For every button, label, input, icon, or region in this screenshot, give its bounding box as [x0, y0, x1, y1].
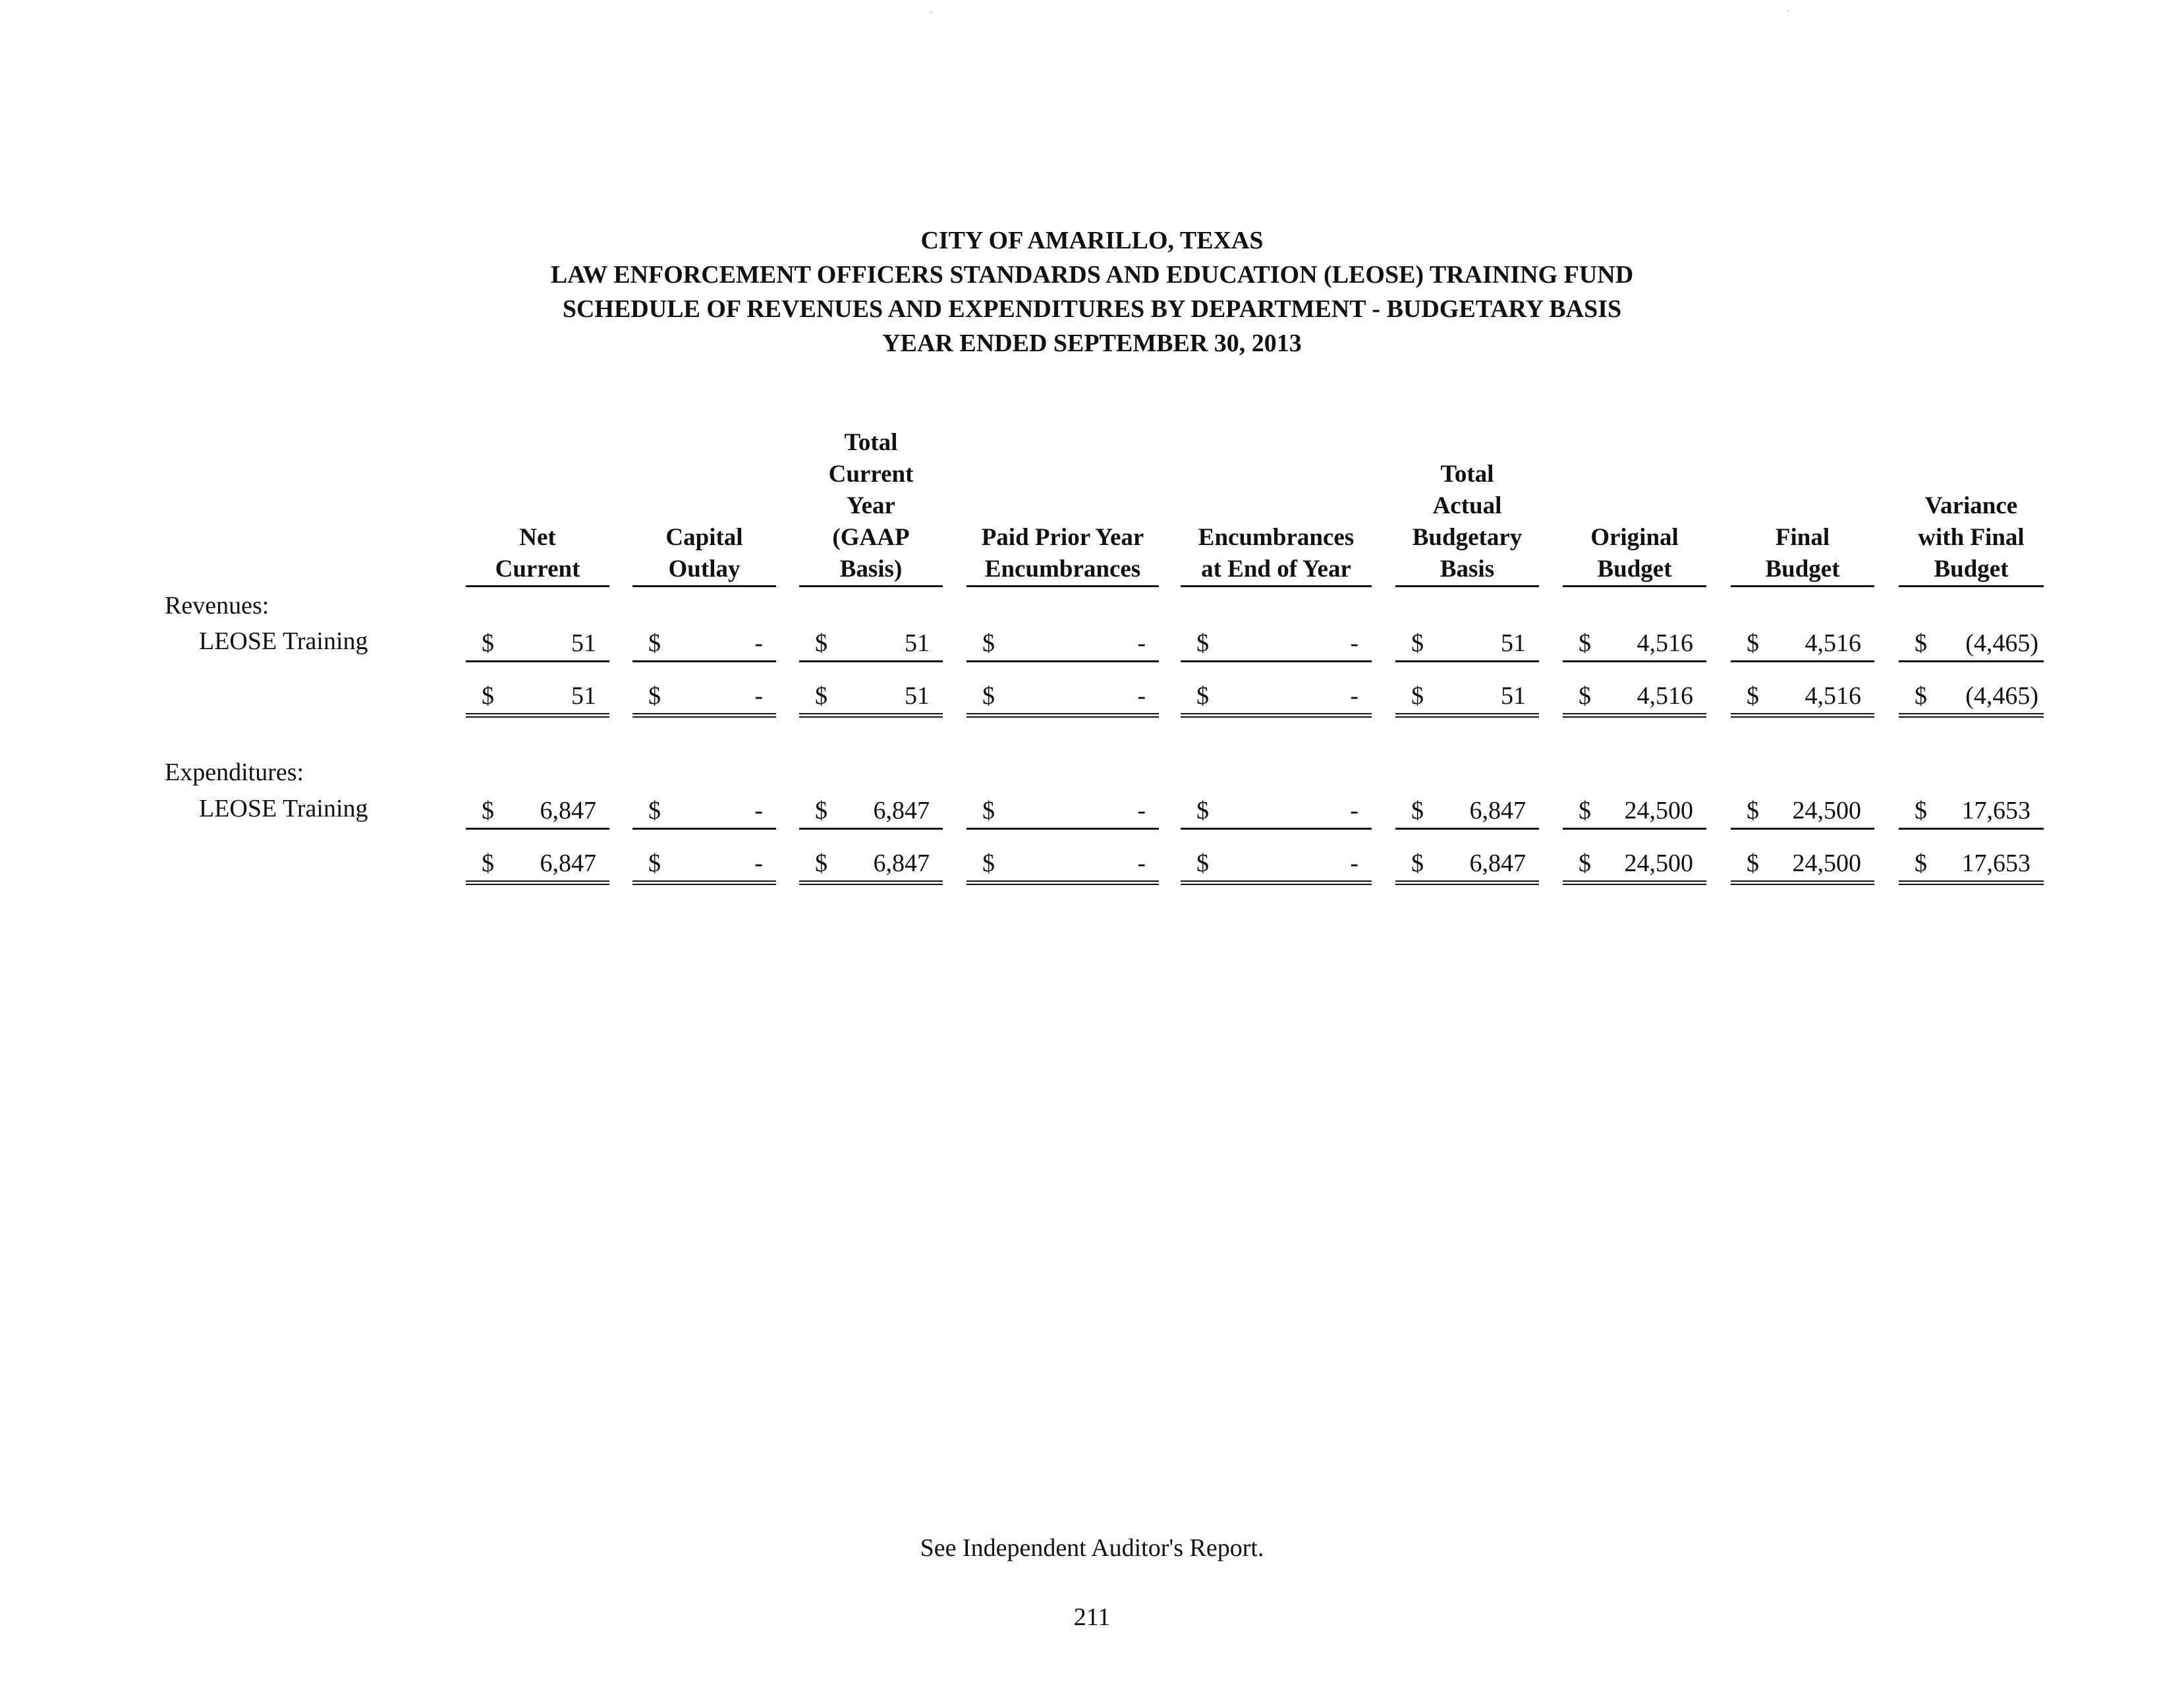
total-rev-original-budget: [1563, 679, 1706, 718]
cell-rev-final-budget: [1731, 626, 1874, 662]
amount: -: [1137, 682, 1146, 710]
total-exp-original-budget: [1563, 846, 1706, 885]
column-header-original-budget: [1563, 407, 1706, 587]
column-header-line: Basis: [1440, 556, 1495, 583]
column-header-line: (GAAP: [832, 524, 910, 551]
total-rev-final-budget: [1731, 679, 1874, 718]
amount: 6,847: [873, 797, 930, 824]
amount: 4,516: [1637, 629, 1693, 657]
currency-symbol: $: [1915, 849, 1927, 877]
currency-symbol: $: [1196, 797, 1209, 824]
currency-symbol: $: [1579, 849, 1591, 877]
column-header-line: Total: [1440, 461, 1494, 488]
currency-symbol: $: [815, 629, 827, 657]
total-exp-paid-prior-year: [966, 846, 1159, 885]
cell-exp-variance: [1899, 793, 2044, 830]
column-header-line: Total: [844, 429, 898, 456]
column-header-line: Capital: [665, 524, 743, 551]
amount: -: [1137, 797, 1146, 824]
amount: -: [754, 849, 763, 877]
amount: (4,465): [1965, 682, 2038, 710]
amount: 24,500: [1792, 849, 1861, 877]
amount: 24,500: [1624, 797, 1693, 824]
total-rev-total-actual: [1395, 679, 1539, 718]
cell-exp-total-actual: [1395, 793, 1539, 830]
cell-exp-final-budget: [1731, 793, 1874, 830]
cell-exp-paid-prior-year: [966, 793, 1159, 830]
column-header-line: Current: [828, 461, 914, 488]
amount: (4,465): [1965, 629, 2038, 657]
amount: 51: [905, 629, 930, 657]
currency-symbol: $: [815, 682, 827, 710]
column-header-line: Encumbrances: [1198, 524, 1355, 551]
row-label-leose-training-expenditure: LEOSE Training: [199, 795, 368, 822]
amount: 6,847: [1469, 849, 1526, 877]
section-label-expenditures: Expenditures:: [165, 759, 304, 786]
currency-symbol: $: [1196, 629, 1209, 657]
currency-symbol: $: [648, 629, 661, 657]
total-exp-encumbrances-end: [1181, 846, 1372, 885]
amount: 4,516: [1805, 682, 1861, 710]
cell-rev-total-current-year: [799, 626, 943, 662]
cell-rev-capital-outlay: [632, 626, 776, 662]
amount: 6,847: [540, 849, 596, 877]
column-header-line: Budgetary: [1412, 524, 1523, 551]
currency-symbol: $: [1747, 849, 1759, 877]
report-entity: CITY OF AMARILLO, TEXAS: [920, 227, 1264, 254]
column-header-paid-prior-year: [966, 407, 1159, 587]
amount: -: [754, 629, 763, 657]
page-number: 211: [1073, 1603, 1111, 1631]
column-header-total-actual: [1395, 407, 1539, 587]
total-exp-variance: [1899, 846, 2044, 885]
amount: -: [754, 682, 763, 710]
cell-exp-net-current: [466, 793, 609, 830]
amount: 4,516: [1637, 682, 1693, 710]
currency-symbol: $: [1915, 629, 1927, 657]
total-rev-variance: [1899, 679, 2044, 718]
total-rev-capital-outlay: [632, 679, 776, 718]
amount: -: [754, 797, 763, 824]
row-label-leose-training-revenue: LEOSE Training: [199, 627, 368, 655]
amount: 51: [571, 682, 596, 710]
amount: -: [1350, 629, 1358, 657]
currency-symbol: $: [1411, 682, 1424, 710]
currency-symbol: $: [982, 849, 995, 877]
currency-symbol: $: [648, 682, 661, 710]
column-header-net-current: [466, 407, 609, 587]
column-header-line: at End of Year: [1201, 556, 1351, 583]
amount: 4,516: [1805, 629, 1861, 657]
currency-symbol: $: [1196, 849, 1209, 877]
column-header-line: Paid Prior Year: [981, 524, 1144, 551]
cell-exp-capital-outlay: [632, 793, 776, 830]
amount: 6,847: [540, 797, 596, 824]
currency-symbol: $: [1579, 682, 1591, 710]
total-exp-total-actual: [1395, 846, 1539, 885]
cell-exp-original-budget: [1563, 793, 1706, 830]
total-rev-total-current-year: [799, 679, 943, 718]
column-header-line: Basis): [839, 556, 903, 583]
currency-symbol: $: [1411, 797, 1424, 824]
report-schedule-title: SCHEDULE OF REVENUES AND EXPENDITURES BY DEPARTMENT - BUDGETARY BASIS: [562, 295, 1622, 323]
currency-symbol: $: [1579, 797, 1591, 824]
currency-symbol: $: [982, 629, 995, 657]
cell-rev-original-budget: [1563, 626, 1706, 662]
amount: 6,847: [873, 849, 930, 877]
report-fund-title: LAW ENFORCEMENT OFFICERS STANDARDS AND EDUCATION (LEOSE) TRAINING FUND: [550, 261, 1634, 289]
total-rev-paid-prior-year: [966, 679, 1159, 718]
column-header-line: Budget: [1765, 556, 1840, 583]
amount: 17,653: [1961, 849, 2030, 877]
currency-symbol: $: [1196, 682, 1209, 710]
currency-symbol: $: [815, 849, 827, 877]
amount: -: [1350, 797, 1358, 824]
cell-rev-encumbrances-end: [1181, 626, 1372, 662]
column-header-line: Outlay: [668, 556, 741, 583]
column-header-line: Budget: [1597, 556, 1672, 583]
currency-symbol: $: [1411, 849, 1424, 877]
currency-symbol: $: [1915, 797, 1927, 824]
section-label-revenues: Revenues:: [165, 592, 269, 619]
currency-symbol: $: [1411, 629, 1424, 657]
amount: 51: [571, 629, 596, 657]
total-exp-net-current: [466, 846, 609, 885]
column-header-capital-outlay: [632, 407, 776, 587]
cell-rev-variance: [1899, 626, 2044, 662]
column-header-line: Original: [1590, 524, 1679, 551]
amount: 24,500: [1792, 797, 1861, 824]
currency-symbol: $: [482, 797, 494, 824]
cell-rev-paid-prior-year: [966, 626, 1159, 662]
column-header-encumbrances-end: [1181, 407, 1372, 587]
column-header-line: Current: [495, 556, 580, 583]
amount: -: [1137, 849, 1146, 877]
column-header-total-current-year: [799, 407, 943, 587]
currency-symbol: $: [1579, 629, 1591, 657]
amount: 24,500: [1624, 849, 1693, 877]
total-exp-capital-outlay: [632, 846, 776, 885]
auditor-report-note: See Independent Auditor's Report.: [920, 1534, 1264, 1562]
currency-symbol: $: [1915, 682, 1927, 710]
currency-symbol: $: [1747, 682, 1759, 710]
currency-symbol: $: [982, 797, 995, 824]
currency-symbol: $: [648, 849, 661, 877]
report-period: YEAR ENDED SEPTEMBER 30, 2013: [882, 330, 1302, 357]
column-header-line: Net: [519, 524, 556, 551]
amount: 51: [1501, 682, 1526, 710]
column-header-line: Year: [847, 492, 895, 519]
currency-symbol: $: [482, 682, 494, 710]
scan-mark: [931, 12, 932, 13]
total-rev-encumbrances-end: [1181, 679, 1372, 718]
cell-rev-total-actual: [1395, 626, 1539, 662]
currency-symbol: $: [982, 682, 995, 710]
currency-symbol: $: [648, 797, 661, 824]
cell-exp-encumbrances-end: [1181, 793, 1372, 830]
currency-symbol: $: [815, 797, 827, 824]
amount: 6,847: [1469, 797, 1526, 824]
amount: -: [1137, 629, 1146, 657]
column-header-line: Actual: [1432, 492, 1502, 519]
scan-mark: [1787, 11, 1789, 12]
column-header-line: Variance: [1924, 492, 2018, 519]
amount: -: [1350, 849, 1358, 877]
amount: -: [1350, 682, 1358, 710]
currency-symbol: $: [482, 849, 494, 877]
total-exp-final-budget: [1731, 846, 1874, 885]
column-header-line: Encumbrances: [984, 556, 1141, 583]
column-header-line: Final: [1775, 524, 1830, 551]
column-header-variance: [1899, 407, 2044, 587]
cell-exp-total-current-year: [799, 793, 943, 830]
currency-symbol: $: [1747, 629, 1759, 657]
total-rev-net-current: [466, 679, 609, 718]
currency-symbol: $: [1747, 797, 1759, 824]
column-header-final-budget: [1731, 407, 1874, 587]
total-exp-total-current-year: [799, 846, 943, 885]
cell-rev-net-current: [466, 626, 609, 662]
amount: 51: [1501, 629, 1526, 657]
amount: 17,653: [1961, 797, 2030, 824]
currency-symbol: $: [482, 629, 494, 657]
amount: 51: [905, 682, 930, 710]
column-header-line: Budget: [1934, 556, 2009, 583]
column-header-line: with Final: [1918, 524, 2025, 551]
